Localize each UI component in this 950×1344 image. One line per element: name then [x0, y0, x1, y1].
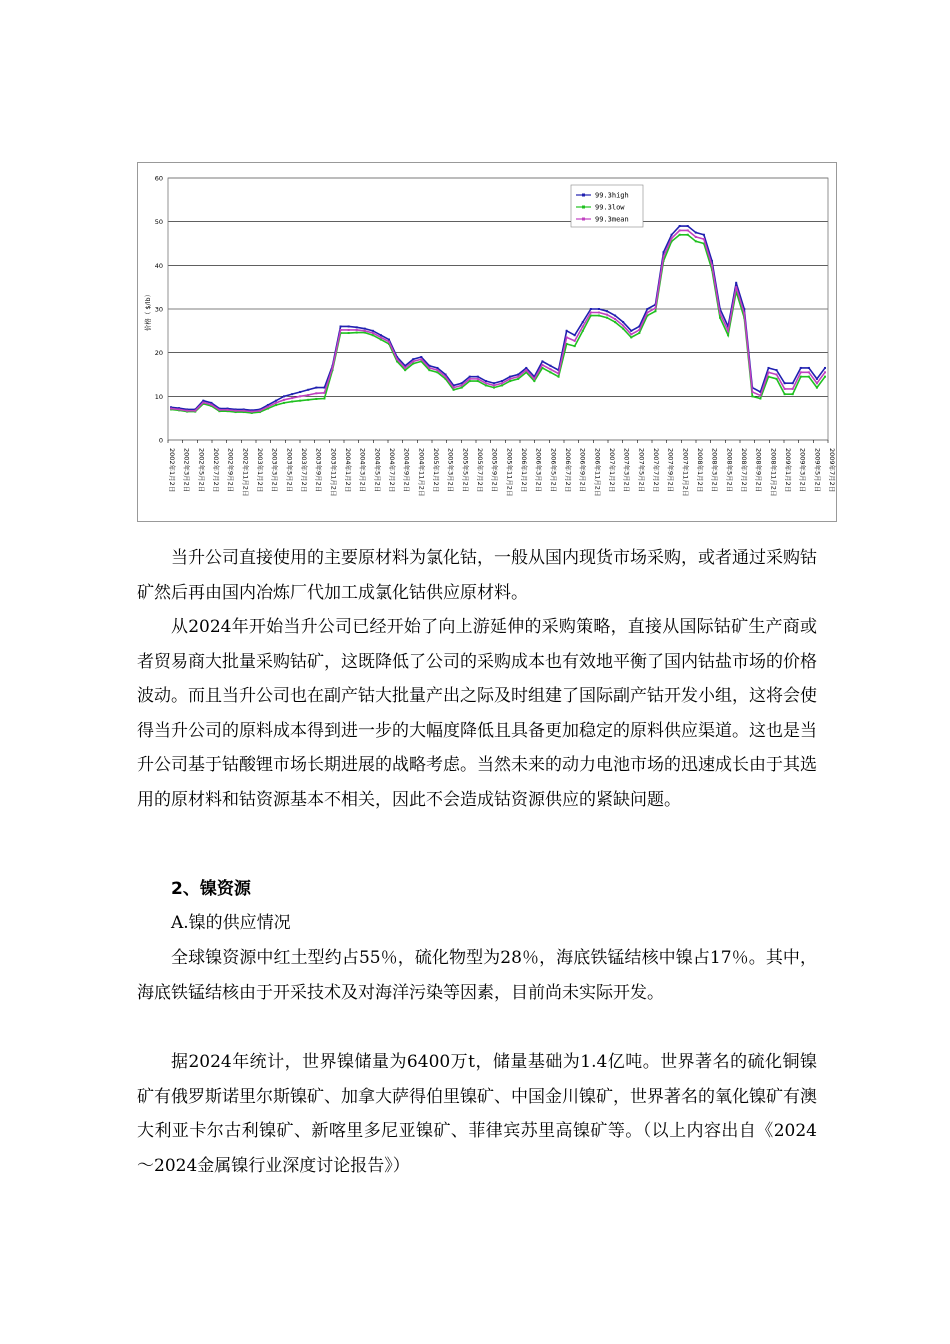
section-heading-nickel: 2、镍资源: [171, 879, 251, 899]
series-point-99.3high: [420, 356, 422, 358]
subsection-heading: A.镍的供应情况: [171, 913, 291, 933]
series-point-99.3low: [348, 332, 350, 334]
series-point-99.3low: [759, 398, 761, 400]
x-tick-label: 2004年5月2日: [373, 448, 382, 493]
price-chart: [137, 162, 837, 522]
series-point-99.3mean: [541, 364, 543, 366]
series-point-99.3low: [315, 398, 317, 400]
series-point-99.3low: [356, 332, 358, 334]
series-point-99.3high: [614, 315, 616, 317]
x-tick-label: 2006年11月2日: [593, 448, 602, 497]
x-tick-label: 2005年9月2日: [490, 448, 499, 493]
series-point-99.3low: [582, 330, 584, 332]
series-point-99.3mean: [178, 408, 180, 410]
series-point-99.3mean: [243, 410, 245, 412]
series-point-99.3mean: [251, 411, 253, 413]
x-tick-label: 2007年9月2日: [666, 448, 675, 493]
series-point-99.3low: [776, 378, 778, 380]
series-point-99.3mean: [307, 394, 309, 396]
series-point-99.3mean: [671, 237, 673, 239]
series-point-99.3high: [299, 391, 301, 393]
x-tick-label: 2004年3月2日: [358, 448, 367, 493]
series-point-99.3mean: [372, 332, 374, 334]
paragraph-3: 全球镍资源中红土型约占55％，硫化物型为28％，海底铁锰结核中镍占17％。其中，海底铁锰结核由于开采技术及对海洋污染等因素，目前尚未实际开发。: [137, 948, 817, 1003]
x-tick-label: 2006年9月2日: [578, 448, 587, 493]
series-point-99.3low: [808, 376, 810, 378]
series-point-99.3mean: [638, 329, 640, 331]
series-point-99.3mean: [719, 312, 721, 314]
x-tick-label: 2002年7月2日: [212, 448, 220, 493]
series-point-99.3mean: [679, 229, 681, 231]
series-point-99.3high: [792, 382, 794, 384]
x-tick-label: 2008年11月2日: [769, 448, 778, 497]
series-point-99.3mean: [517, 376, 519, 378]
series-point-99.3low: [784, 393, 786, 395]
series-point-99.3mean: [445, 376, 447, 378]
series-point-99.3mean: [574, 340, 576, 342]
x-tick-label: 2005年3月2日: [446, 448, 455, 493]
y-tick-label: 20: [154, 349, 163, 358]
legend-marker: [582, 218, 585, 221]
series-point-99.3low: [364, 332, 366, 334]
series-point-99.3mean: [340, 329, 342, 331]
series-point-99.3mean: [598, 311, 600, 313]
series-point-99.3high: [202, 400, 204, 402]
x-tick-label: 2002年3月2日: [182, 448, 191, 493]
series-point-99.3mean: [727, 330, 729, 332]
series-point-99.3mean: [194, 410, 196, 412]
series-point-99.3mean: [606, 314, 608, 316]
series-point-99.3mean: [751, 391, 753, 393]
series-point-99.3mean: [622, 325, 624, 327]
y-tick-label: 60: [154, 174, 163, 183]
series-point-99.3low: [323, 398, 325, 400]
series-point-99.3mean: [218, 409, 220, 411]
series-point-99.3high: [364, 328, 366, 330]
paragraph-2: 从2024年开始当升公司已经开始了向上游延伸的采购策略，直接从国际钴矿生产商或者贸易商大批量采购钴矿，这既降低了公司的采购成本也有效地平衡了国内钴盐市场的价格波动。而且当升公司也在副产钴大批量产出之际及时组建了国际副产钴开发小组，这将会使得当升公司的原料成本得到进一步的大幅度降低且具备更加稳定的原料供应渠道。这也是当升公司基于钴酸锂市场长期进展的战略考虑。当然未来的动力电池市场的迅速成长由于其选用的原材料和钴资源基本不相关，因此不会造成钴资源供应的紧缺问题。: [137, 617, 817, 810]
series-point-99.3high: [622, 321, 624, 323]
series-point-99.3high: [606, 310, 608, 312]
x-tick-label: 2007年11月2日: [681, 448, 690, 497]
series-point-99.3high: [436, 367, 438, 369]
series-point-99.3low: [679, 234, 681, 236]
series-point-99.3high: [598, 308, 600, 310]
series-point-99.3high: [291, 393, 293, 395]
series-point-99.3high: [501, 380, 503, 382]
series-point-99.3low: [549, 371, 551, 373]
series-point-99.3mean: [299, 395, 301, 397]
series-point-99.3low: [428, 369, 430, 371]
series-point-99.3mean: [509, 378, 511, 380]
series-point-99.3mean: [267, 406, 269, 408]
series-point-99.3mean: [380, 336, 382, 338]
series-point-99.3high: [646, 308, 648, 310]
series-point-99.3mean: [800, 371, 802, 373]
series-point-99.3high: [776, 369, 778, 371]
series-point-99.3mean: [695, 236, 697, 238]
legend-label: 99.3high: [595, 191, 629, 200]
y-tick-label: 30: [154, 305, 163, 314]
y-tick-label: 10: [154, 392, 163, 401]
x-tick-label: 2002年5月2日: [197, 448, 206, 493]
series-point-99.3mean: [477, 378, 479, 380]
series-point-99.3high: [663, 251, 665, 253]
series-point-99.3low: [558, 376, 560, 378]
series-point-99.3mean: [784, 388, 786, 390]
series-point-99.3high: [671, 234, 673, 236]
series-point-99.3low: [614, 321, 616, 323]
series-point-99.3low: [654, 310, 656, 312]
series-point-99.3mean: [711, 264, 713, 266]
series-point-99.3low: [477, 380, 479, 382]
series-point-99.3mean: [654, 307, 656, 309]
series-point-99.3mean: [735, 286, 737, 288]
x-tick-label: 2003年3月2日: [270, 448, 279, 493]
series-point-99.3mean: [331, 367, 333, 369]
x-tick-label: 2002年1月2日: [168, 448, 176, 493]
series-point-99.3high: [348, 325, 350, 327]
series-point-99.3low: [307, 399, 309, 401]
series-point-99.3high: [388, 339, 390, 341]
paragraph-1: 当升公司直接使用的主要原材料为氯化钴，一般从国内现货市场采购，或者通过采购钴矿然后再由国内冶炼厂代加工成氯化钴供应原材料。: [137, 548, 817, 603]
series-point-99.3mean: [453, 387, 455, 389]
series-point-99.3low: [598, 315, 600, 317]
series-point-99.3mean: [388, 341, 390, 343]
x-tick-label: 2005年7月2日: [476, 448, 484, 493]
x-tick-label: 2008年7月2日: [740, 448, 748, 493]
series-point-99.3high: [582, 321, 584, 323]
series-point-99.3mean: [808, 371, 810, 373]
series-point-99.3low: [461, 387, 463, 389]
series-point-99.3mean: [776, 374, 778, 376]
series-point-99.3high: [380, 334, 382, 336]
x-tick-label: 2003年5月2日: [285, 448, 294, 493]
series-point-99.3mean: [759, 394, 761, 396]
series-point-99.3high: [340, 325, 342, 327]
series-point-99.3mean: [461, 384, 463, 386]
series-point-99.3high: [356, 326, 358, 328]
x-tick-label: 2007年1月2日: [608, 448, 616, 493]
series-point-99.3mean: [533, 378, 535, 380]
series-point-99.3high: [590, 308, 592, 310]
series-point-99.3mean: [743, 312, 745, 314]
x-tick-label: 2005年5月2日: [461, 448, 470, 493]
series-point-99.3low: [630, 336, 632, 338]
series-point-99.3high: [800, 367, 802, 369]
series-point-99.3mean: [493, 384, 495, 386]
series-point-99.3mean: [170, 408, 172, 410]
series-point-99.3high: [525, 367, 527, 369]
x-tick-label: 2009年3月2日: [798, 448, 807, 493]
series-point-99.3high: [307, 389, 309, 391]
series-point-99.3high: [283, 395, 285, 397]
series-point-99.3mean: [614, 318, 616, 320]
x-tick-label: 2004年11月2日: [417, 448, 426, 497]
series-point-99.3mean: [566, 336, 568, 338]
series-line-99.3high: [171, 226, 825, 410]
x-tick-label: 2006年3月2日: [534, 448, 543, 493]
series-point-99.3mean: [202, 401, 204, 403]
series-point-99.3mean: [646, 311, 648, 313]
series-point-99.3low: [622, 328, 624, 330]
x-tick-label: 2003年1月2日: [256, 448, 264, 493]
series-point-99.3low: [800, 376, 802, 378]
series-point-99.3mean: [549, 368, 551, 370]
series-point-99.3mean: [348, 329, 350, 331]
series-point-99.3mean: [630, 333, 632, 335]
series-point-99.3mean: [259, 410, 261, 412]
series-point-99.3mean: [275, 402, 277, 404]
x-tick-label: 2007年3月2日: [622, 448, 631, 493]
x-tick-label: 2005年1月2日: [432, 448, 440, 493]
series-point-99.3high: [816, 378, 818, 380]
series-point-99.3high: [566, 330, 568, 332]
series-point-99.3mean: [558, 373, 560, 375]
series-point-99.3mean: [582, 325, 584, 327]
series-point-99.3high: [509, 376, 511, 378]
series-point-99.3low: [719, 317, 721, 319]
series-point-99.3mean: [227, 409, 229, 411]
series-point-99.3low: [485, 384, 487, 386]
series-point-99.3mean: [703, 238, 705, 240]
series-point-99.3high: [493, 382, 495, 384]
x-tick-label: 2008年5月2日: [725, 448, 734, 493]
series-point-99.3mean: [235, 410, 237, 412]
series-point-99.3mean: [485, 382, 487, 384]
chart-svg: [138, 163, 838, 523]
legend-label: 99.3low: [595, 203, 625, 212]
series-point-99.3low: [509, 380, 511, 382]
series-point-99.3mean: [404, 367, 406, 369]
series-point-99.3low: [275, 404, 277, 406]
series-point-99.3low: [687, 234, 689, 236]
series-point-99.3low: [291, 401, 293, 403]
series-point-99.3mean: [412, 360, 414, 362]
x-tick-label: 2003年9月2日: [314, 448, 323, 493]
x-tick-label: 2002年9月2日: [226, 448, 235, 493]
legend-marker: [582, 206, 585, 209]
x-tick-label: 2008年9月2日: [754, 448, 763, 493]
series-point-99.3mean: [428, 367, 430, 369]
series-point-99.3mean: [356, 329, 358, 331]
legend-label: 99.3mean: [595, 215, 629, 224]
series-point-99.3low: [283, 402, 285, 404]
series-point-99.3high: [824, 367, 826, 369]
y-tick-label: 50: [154, 218, 163, 227]
x-tick-label: 2007年7月2日: [652, 448, 660, 493]
series-point-99.3mean: [792, 388, 794, 390]
y-axis-label: 价格（ $/lb）: [144, 290, 152, 332]
series-point-99.3high: [695, 232, 697, 234]
series-point-99.3mean: [525, 369, 527, 371]
x-tick-label: 2002年11月2日: [241, 448, 250, 497]
series-point-99.3low: [606, 317, 608, 319]
x-tick-label: 2004年9月2日: [402, 448, 411, 493]
series-point-99.3mean: [186, 410, 188, 412]
series-point-99.3high: [735, 282, 737, 284]
series-point-99.3mean: [396, 358, 398, 360]
series-point-99.3low: [751, 395, 753, 397]
series-point-99.3high: [210, 402, 212, 404]
x-tick-label: 2003年7月2日: [300, 448, 308, 493]
series-point-99.3high: [549, 365, 551, 367]
series-point-99.3high: [477, 376, 479, 378]
series-point-99.3low: [453, 389, 455, 391]
series-point-99.3mean: [323, 392, 325, 394]
series-point-99.3low: [816, 387, 818, 389]
x-tick-label: 2006年1月2日: [520, 448, 528, 493]
y-tick-label: 0: [158, 436, 163, 445]
series-point-99.3low: [727, 334, 729, 336]
x-tick-label: 2005年11月2日: [505, 448, 514, 497]
series-point-99.3mean: [824, 371, 826, 373]
series-point-99.3mean: [291, 397, 293, 399]
series-point-99.3low: [574, 345, 576, 347]
series-point-99.3high: [372, 330, 374, 332]
series-point-99.3high: [275, 400, 277, 402]
x-tick-label: 2008年3月2日: [710, 448, 719, 493]
series-point-99.3high: [687, 225, 689, 227]
series-point-99.3high: [703, 234, 705, 236]
series-point-99.3low: [380, 339, 382, 341]
series-point-99.3low: [404, 369, 406, 371]
series-point-99.3mean: [767, 371, 769, 373]
series-point-99.3low: [533, 380, 535, 382]
x-tick-label: 2006年7月2日: [564, 448, 572, 493]
x-tick-label: 2004年7月2日: [388, 448, 396, 493]
series-point-99.3high: [315, 387, 317, 389]
y-tick-label: 40: [154, 261, 163, 270]
x-tick-label: 2007年5月2日: [637, 448, 646, 493]
series-point-99.3mean: [420, 358, 422, 360]
series-point-99.3low: [517, 378, 519, 380]
series-point-99.3low: [501, 384, 503, 386]
series-line-99.3mean: [171, 230, 825, 411]
series-point-99.3high: [412, 358, 414, 360]
series-point-99.3high: [679, 225, 681, 227]
series-point-99.3high: [469, 376, 471, 378]
x-tick-label: 2008年1月2日: [696, 448, 704, 493]
series-point-99.3mean: [436, 369, 438, 371]
x-tick-label: 2003年11月2日: [329, 448, 338, 497]
series-point-99.3mean: [283, 399, 285, 401]
series-point-99.3high: [485, 380, 487, 382]
series-point-99.3low: [493, 387, 495, 389]
series-point-99.3high: [808, 367, 810, 369]
x-tick-label: 2009年1月2日: [784, 448, 792, 493]
series-point-99.3high: [784, 382, 786, 384]
x-tick-label: 2009年5月2日: [813, 448, 822, 493]
x-tick-label: 2006年5月2日: [549, 448, 558, 493]
series-point-99.3low: [792, 393, 794, 395]
series-point-99.3low: [299, 400, 301, 402]
x-tick-label: 2009年7月2日: [828, 448, 836, 493]
series-point-99.3high: [574, 334, 576, 336]
series-point-99.3low: [372, 334, 374, 336]
series-point-99.3mean: [469, 378, 471, 380]
series-point-99.3mean: [210, 404, 212, 406]
series-point-99.3low: [638, 332, 640, 334]
series-point-99.3mean: [663, 256, 665, 258]
series-point-99.3mean: [315, 392, 317, 394]
series-point-99.3low: [695, 240, 697, 242]
series-point-99.3mean: [816, 382, 818, 384]
series-point-99.3high: [767, 367, 769, 369]
legend-marker: [582, 194, 585, 197]
series-point-99.3mean: [590, 311, 592, 313]
series-point-99.3high: [541, 360, 543, 362]
series-point-99.3low: [824, 376, 826, 378]
paragraph-4: 据2024年统计，世界镍储量为6400万t，储量基础为1.4亿吨。世界著名的硫化铜镍矿有俄罗斯诺里尔斯镍矿、加拿大萨得伯里镍矿、中国金川镍矿，世界著名的氧化镍矿有澳大利亚卡尔古利镍矿、新喀里多尼亚镍矿、菲律宾苏里高镍矿等。（以上内容出自《2024～2024金属镍行业深度讨论报告》）: [137, 1052, 817, 1176]
x-tick-label: 2004年1月2日: [344, 448, 352, 493]
series-point-99.3high: [630, 330, 632, 332]
series-point-99.3mean: [687, 229, 689, 231]
series-point-99.3mean: [501, 382, 503, 384]
series-point-99.3mean: [364, 330, 366, 332]
